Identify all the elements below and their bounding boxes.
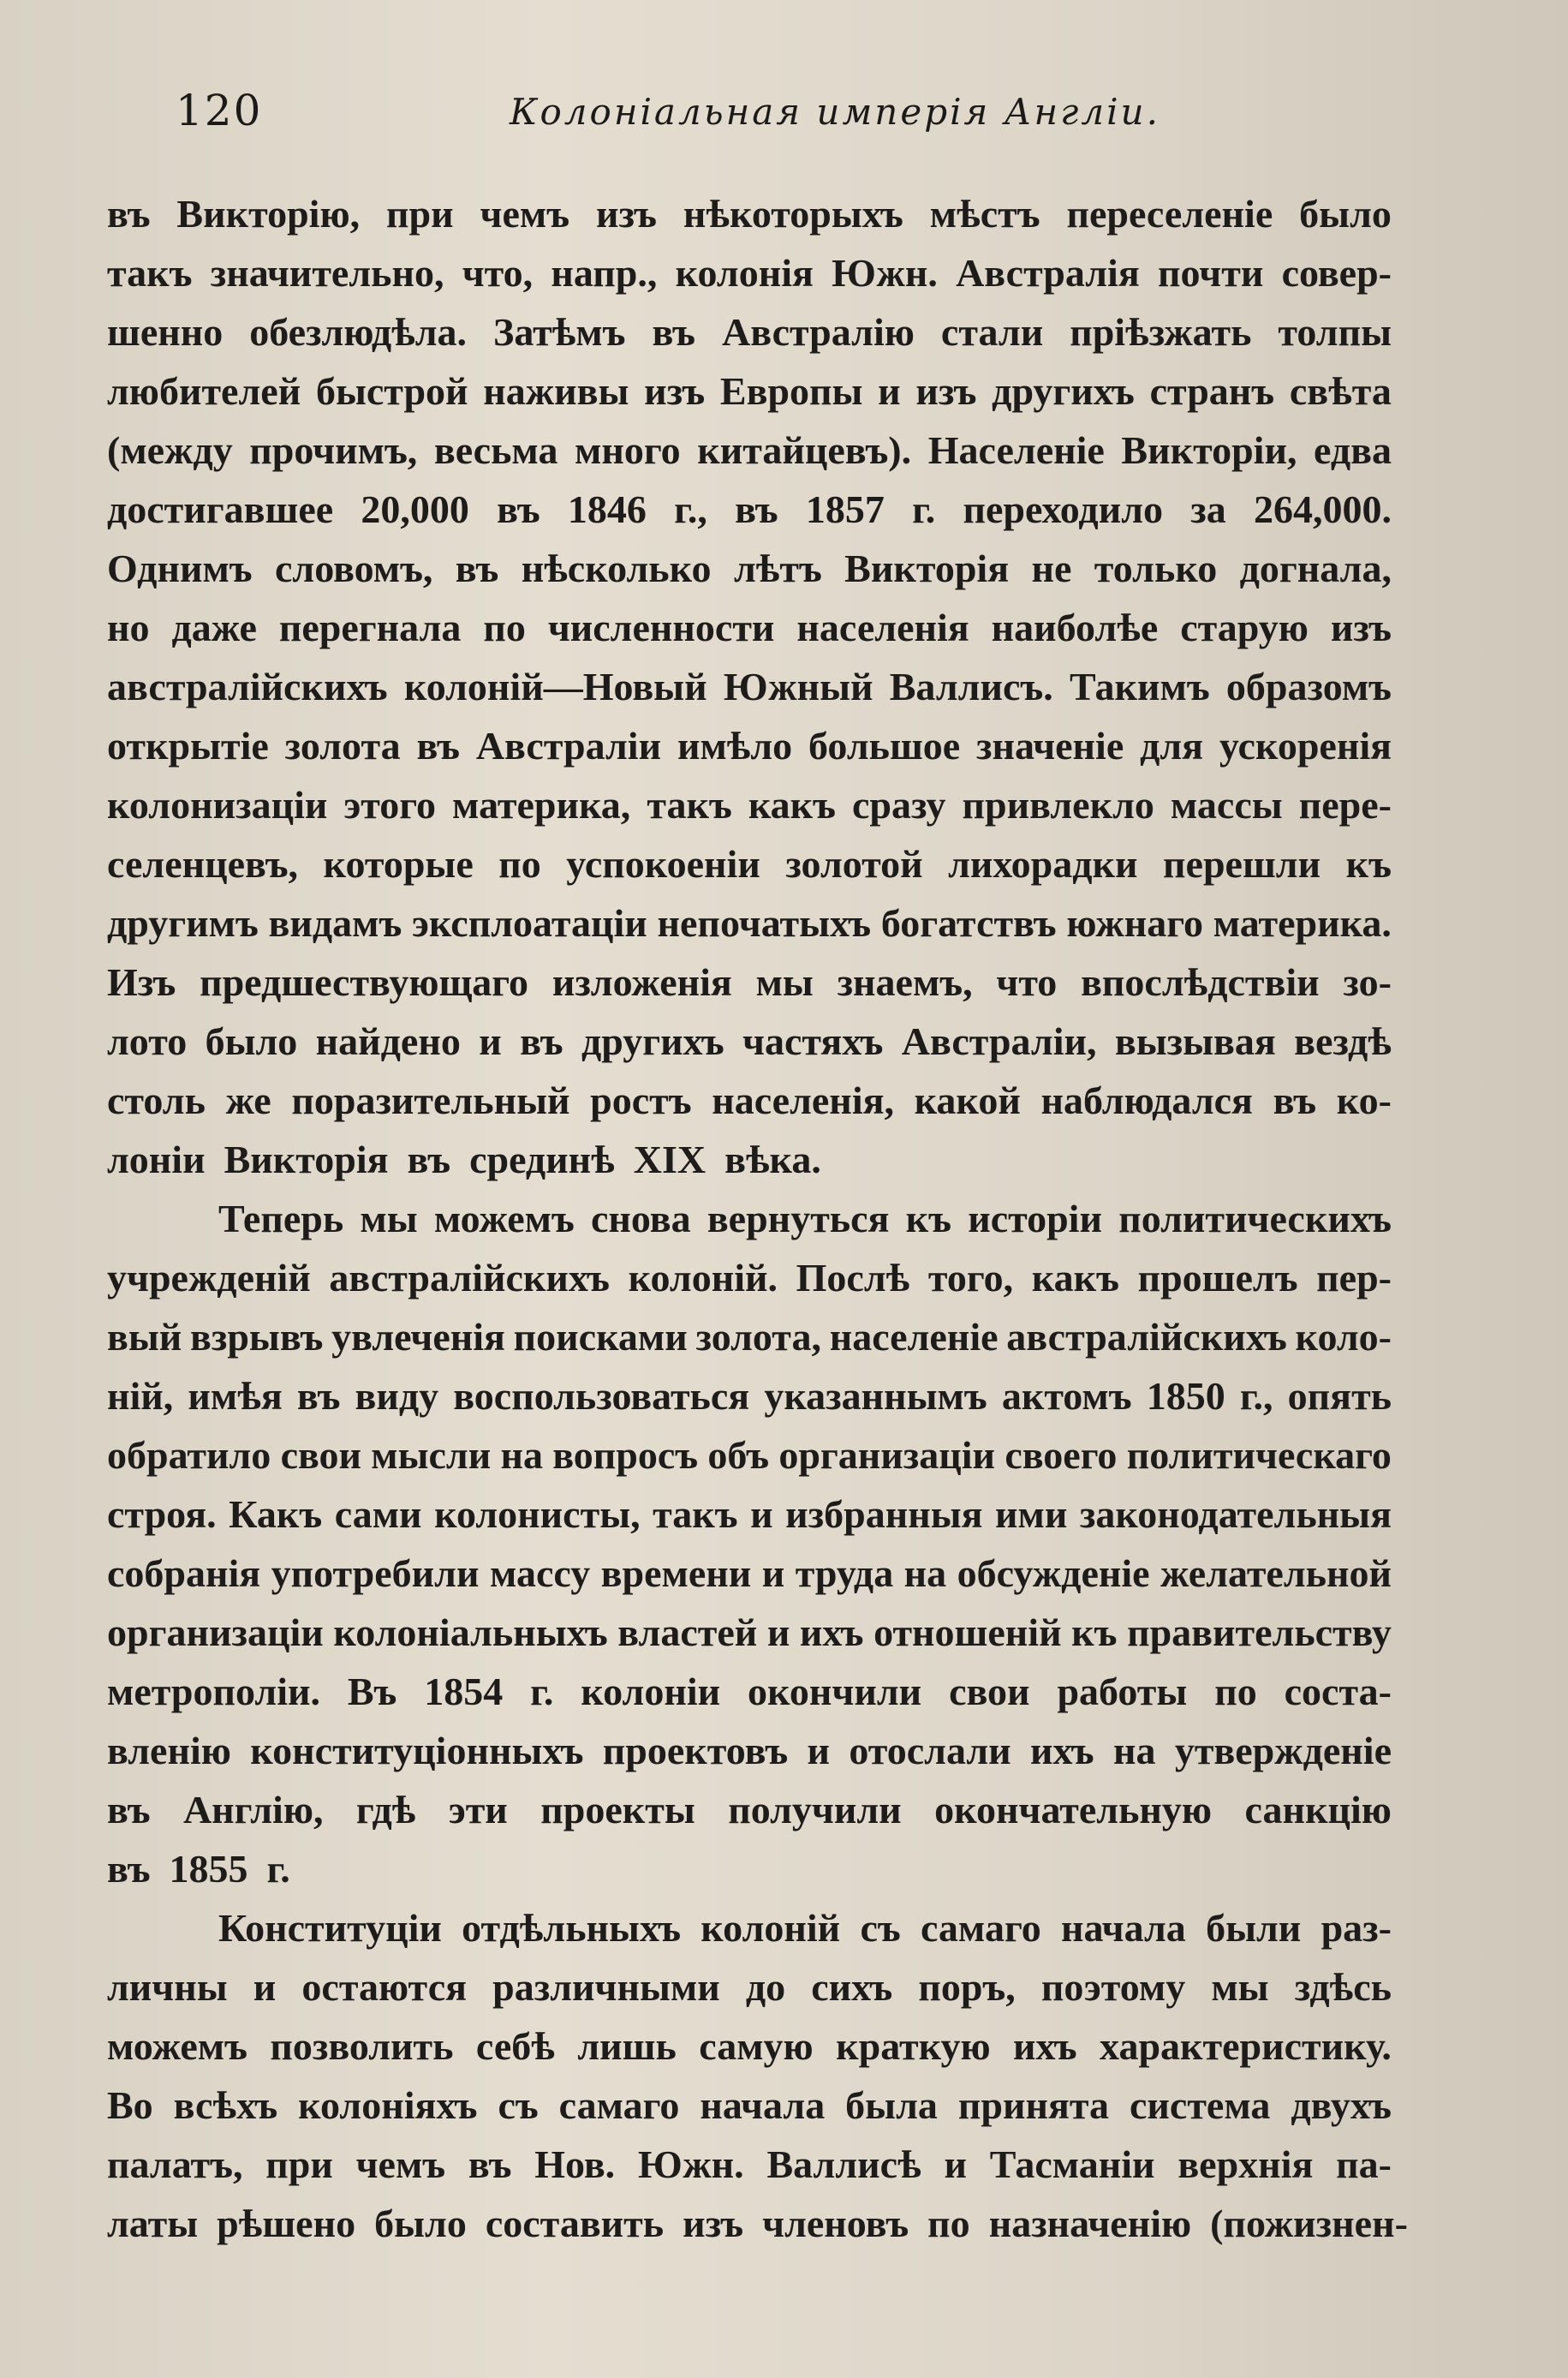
text-line: Однимъ словомъ, въ нѣсколько лѣтъ Викторія не только догнала, xyxy=(107,547,1392,590)
text-line: (между прочимъ, весьма много китайцевъ). Населеніе Викторіи, едва xyxy=(107,428,1392,472)
text-line: вый взрывъ увлеченія поисками золота, населеніе австралійскихъ коло- xyxy=(107,1315,1392,1359)
body-text xyxy=(107,184,1408,2253)
text-line: обратило свои мысли на вопросъ объ организаціи своего политическаго xyxy=(107,1433,1392,1477)
text-line: другимъ видамъ эксплоатаціи непочатыхъ богатствъ южнаго материка. xyxy=(107,901,1392,945)
text-line: ній, имѣя въ виду воспользоваться указаннымъ актомъ 1850 г., опять xyxy=(107,1374,1392,1418)
text-line: лоніи Викторія въ срединѣ XIX вѣка. xyxy=(107,1138,821,1181)
text-line: такъ значительно, что, напр., колонія Южн. Австралія почти совер- xyxy=(107,251,1392,295)
paragraph xyxy=(107,1898,1408,2253)
text-line: строя. Какъ сами колонисты, такъ и избранныя ими законодательныя xyxy=(107,1492,1392,1536)
text-line: палатъ, при чемъ въ Нов. Южн. Валлисѣ и Тасманіи верхнія па- xyxy=(107,2142,1392,2186)
text-line: организаціи колоніальныхъ властей и ихъ отношеній къ правительству xyxy=(107,1610,1392,1654)
text-line: колонизаціи этого материка, такъ какъ сразу привлекло массы пере- xyxy=(107,783,1392,827)
text-line: открытіе золота въ Австраліи имѣло большое значеніе для ускоренія xyxy=(107,724,1392,768)
running-title: Колоніальная имперія Англіи. xyxy=(510,91,1160,133)
text-line: въ 1855 г. xyxy=(107,1847,290,1891)
text-line: вленію конституціонныхъ проектовъ и отослали ихъ на утвержденіе xyxy=(107,1729,1392,1772)
text-line: шенно обезлюдѣла. Затѣмъ въ Австралію стали пріѣзжать толпы xyxy=(107,310,1392,354)
text-line: селенцевъ, которые по успокоеніи золотой лихорадки перешли къ xyxy=(107,842,1392,886)
paragraph xyxy=(107,184,1392,1189)
text-line: достигавшее 20,000 въ 1846 г., въ 1857 г. переходило за 264,000. xyxy=(107,487,1392,531)
text-line: метрополіи. Въ 1854 г. колоніи окончили свои работы по соста- xyxy=(107,1670,1392,1713)
text-line: Теперь мы можемъ снова вернуться къ исторіи политическихъ xyxy=(218,1197,1392,1240)
text-line: учрежденій австралійскихъ колоній. Послѣ того, какъ прошелъ пер- xyxy=(107,1256,1392,1300)
paragraph xyxy=(107,1189,1392,1898)
text-line: въ Англію, гдѣ эти проекты получили окончательную санкцію xyxy=(107,1788,1392,1831)
text-line: Конституціи отдѣльныхъ колоній съ самаго начала были раз- xyxy=(218,1906,1392,1950)
text-line: но даже перегнала по численности населенія наиболѣе старую изъ xyxy=(107,606,1392,649)
page-number: 120 xyxy=(176,86,263,135)
page-header xyxy=(167,86,1400,146)
text-line: можемъ позволить себѣ лишь самую краткую ихъ характеристику. xyxy=(107,2024,1392,2068)
text-line: любителей быстрой наживы изъ Европы и изъ другихъ странъ свѣта xyxy=(107,369,1392,413)
text-line: столь же поразительный ростъ населенія, какой наблюдался въ ко- xyxy=(107,1078,1392,1122)
text-line: въ Викторію, при чемъ изъ нѣкоторыхъ мѣстъ переселеніе было xyxy=(107,192,1392,236)
text-line: Во всѣхъ колоніяхъ съ самаго начала была принята система двухъ xyxy=(107,2083,1392,2127)
text-line: Изъ предшествующаго изложенія мы знаемъ, что впослѣдствіи зо- xyxy=(107,960,1392,1004)
text-line: австралійскихъ колоній—Новый Южный Валлисъ. Такимъ образомъ xyxy=(107,665,1392,708)
text-line: лото было найдено и въ другихъ частяхъ Австраліи, вызывая вездѣ xyxy=(107,1019,1392,1063)
text-line: личны и остаются различными до сихъ поръ, поэтому мы здѣсь xyxy=(107,1965,1392,2009)
text-line: собранія употребили массу времени и труда на обсужденіе желательной xyxy=(107,1551,1392,1595)
text-line: латы рѣшено было составить изъ членовъ по назначенію (пожизнен- xyxy=(107,2202,1408,2245)
